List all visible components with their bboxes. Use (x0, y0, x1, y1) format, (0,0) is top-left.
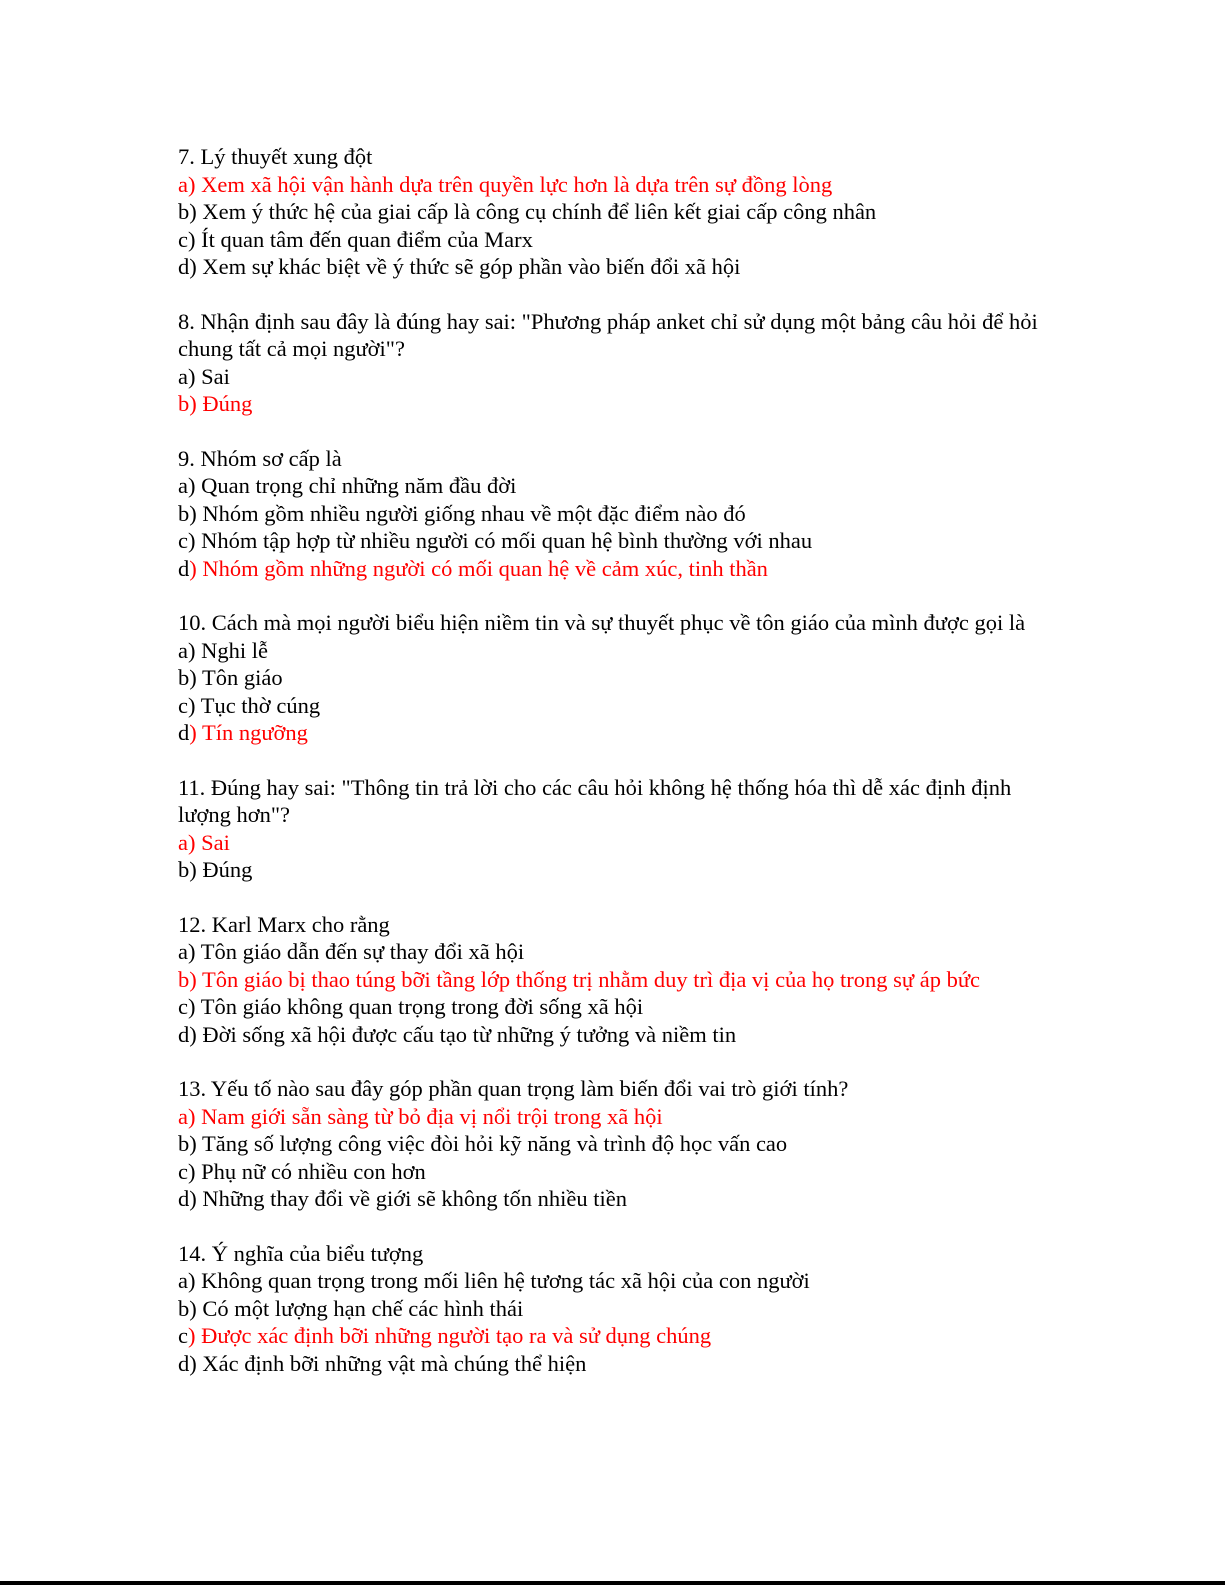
option-text: a) Nghi lễ (178, 637, 268, 663)
option-text: c) Phụ nữ có nhiều con hơn (178, 1158, 426, 1184)
option-d (178, 1350, 1058, 1378)
option-b (178, 198, 1058, 226)
option-text: c) Tôn giáo không quan trọng trong đời sống xã hội (178, 994, 644, 1019)
question-text: 9. Nhóm sơ cấp là (178, 445, 342, 471)
option-text: b) Có một lượng hạn chế các hình thái (178, 1295, 524, 1321)
option-text: b) Tăng số lượng công việc đòi hỏi kỹ năng và trình độ học vấn cao (178, 1131, 788, 1156)
option-prefix: d (178, 720, 190, 745)
option-text: d) Đời sống xã hội được cấu tạo từ những ý tưởng và niềm tin (178, 1021, 737, 1047)
option-text: a) Sai (178, 829, 230, 855)
question-8 (178, 308, 1058, 418)
option-b (178, 500, 1058, 528)
option-text: b) Nhóm gồm nhiều người giống nhau về một đặc điểm nào đó (178, 500, 746, 526)
option-b (178, 966, 1058, 994)
option-text: c) Ít quan tâm đến quan điểm của Marx (178, 226, 533, 252)
option-text: b) Đúng (178, 857, 253, 882)
option-text: ) Nhóm gồm những người có mối quan hệ về cảm xúc, tinh thần (189, 555, 768, 581)
question-text: 14. Ý nghĩa của biểu tượng (178, 1240, 424, 1266)
option-d (178, 1021, 1058, 1049)
question-9 (178, 445, 1058, 583)
option-c (178, 226, 1058, 254)
option-b (178, 1295, 1058, 1323)
option-text: b) Tôn giáo bị thao túng bỡi tầng lớp thống trị nhằm duy trì địa vị của họ trong sự áp bức (178, 966, 981, 992)
option-c (178, 692, 1058, 720)
option-text: d) Xác định bỡi những vật mà chúng thể hiện (178, 1350, 587, 1376)
option-text: a) Sai (178, 363, 230, 389)
option-c (178, 993, 1058, 1021)
option-text: b) Đúng (178, 391, 253, 416)
option-a (178, 1267, 1058, 1295)
option-a (178, 363, 1058, 391)
option-text: d) Những thay đổi về giới sẽ không tốn nhiều tiền (178, 1186, 628, 1211)
option-text: d) Xem sự khác biệt về ý thức sẽ góp phần vào biến đổi xã hội (178, 254, 741, 279)
option-a (178, 637, 1058, 665)
bottom-rule (0, 1581, 1225, 1585)
question-text: 12. Karl Marx cho rằng (178, 911, 390, 937)
option-b (178, 390, 1058, 418)
option-a (178, 472, 1058, 500)
option-text: c) Nhóm tập hợp từ nhiều người có mối quan hệ bình thường với nhau (178, 528, 813, 553)
option-c (178, 1322, 1058, 1350)
quiz-content (178, 143, 1058, 1404)
option-a (178, 171, 1058, 199)
option-d (178, 719, 1058, 747)
option-a (178, 938, 1058, 966)
option-text: a) Xem xã hội vận hành dựa trên quyền lực hơn là dựa trên sự đồng lòng (178, 171, 833, 197)
question-11 (178, 774, 1058, 884)
question-text: 8. Nhận định sau đây là đúng hay sai: "Phương pháp anket chỉ sử dụng một bảng câu hỏi để hỏi chung tất cả mọi người"? (178, 308, 1038, 361)
option-prefix: d (178, 555, 190, 581)
question-text: 10. Cách mà mọi người biểu hiện niềm tin và sự thuyết phục về tôn giáo của mình được gọi là (178, 610, 1026, 635)
option-d (178, 1185, 1058, 1213)
question-10 (178, 609, 1058, 747)
question-text: 11. Đúng hay sai: "Thông tin trả lời cho các câu hỏi không hệ thống hóa thì dễ xác định định lượng hơn"? (178, 774, 1012, 827)
option-text: a) Quan trọng chỉ những năm đầu đời (178, 473, 517, 498)
option-text: a) Tôn giáo dẫn đến sự thay đổi xã hội (178, 939, 525, 964)
option-d (178, 253, 1058, 281)
question-13 (178, 1075, 1058, 1213)
option-text: a) Không quan trọng trong mối liên hệ tương tác xã hội của con người (178, 1268, 810, 1293)
option-b (178, 856, 1058, 884)
question-12 (178, 911, 1058, 1049)
option-text: a) Nam giới sẵn sàng từ bỏ địa vị nổi trội trong xã hội (178, 1103, 663, 1129)
option-text: b) Tôn giáo (178, 665, 283, 690)
option-text: b) Xem ý thức hệ của giai cấp là công cụ chính để liên kết giai cấp công nhân (178, 199, 877, 224)
option-text: c) Tục thờ cúng (178, 692, 321, 718)
option-text: ) Tín ngưỡng (189, 720, 308, 745)
option-b (178, 664, 1058, 692)
question-text: 7. Lý thuyết xung đột (178, 144, 373, 169)
question-7 (178, 143, 1058, 281)
option-a (178, 829, 1058, 857)
question-text: 13. Yếu tố nào sau đây góp phần quan trọng làm biến đổi vai trò giới tính? (178, 1076, 849, 1101)
option-c (178, 527, 1058, 555)
option-prefix: c (178, 1323, 188, 1348)
option-c (178, 1158, 1058, 1186)
option-b (178, 1130, 1058, 1158)
option-a (178, 1103, 1058, 1131)
option-text: ) Được xác định bỡi những người tạo ra và sử dụng chúng (188, 1323, 712, 1348)
question-14 (178, 1240, 1058, 1378)
option-d (178, 555, 1058, 583)
